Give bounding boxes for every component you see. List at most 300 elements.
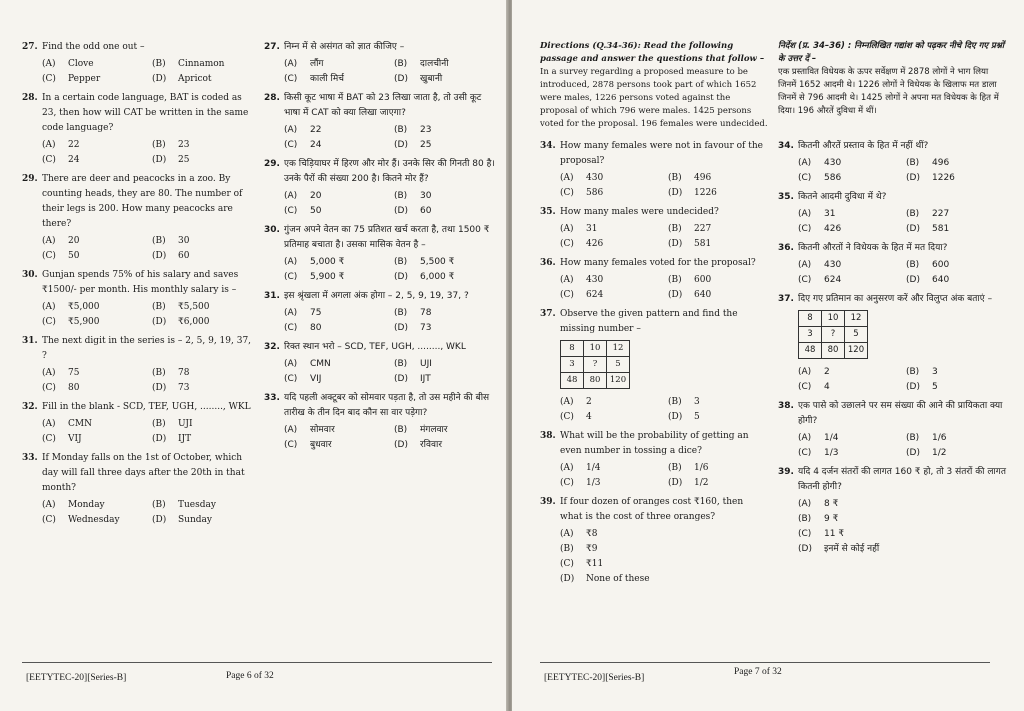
- answer-option: [42, 417, 144, 432]
- answer-option: [906, 207, 1006, 222]
- option-letter: (D): [152, 515, 167, 525]
- grid-cell: 120: [845, 343, 868, 359]
- option-letter: (A): [284, 191, 298, 201]
- question-36: [778, 241, 1006, 288]
- question-body: [42, 268, 254, 330]
- question-31: [22, 334, 254, 396]
- answer-option: [560, 410, 660, 425]
- answer-option: [42, 234, 144, 249]
- option-letter: (A): [42, 500, 56, 510]
- answer-options: [42, 57, 254, 87]
- option-text: 2: [586, 397, 592, 407]
- question-number: 28.: [22, 93, 38, 103]
- question-body: [798, 139, 1006, 186]
- option-text: 80: [310, 323, 322, 333]
- answer-options: [284, 255, 496, 285]
- option-text: 20: [68, 236, 80, 246]
- question-34: [778, 139, 1006, 186]
- option-text: 4: [586, 412, 592, 422]
- option-text: 1/4: [824, 433, 839, 443]
- option-text: 1/2: [932, 448, 947, 458]
- option-text: 5,900 ₹: [310, 272, 345, 282]
- question-37: [540, 307, 768, 425]
- question-number: 35.: [540, 207, 556, 217]
- option-letter: (C): [560, 412, 574, 422]
- option-letter: (B): [394, 257, 408, 267]
- grid-row: [561, 373, 630, 389]
- answer-option: [906, 171, 1006, 186]
- question-number: 27.: [22, 42, 38, 52]
- grid-cell: 80: [822, 343, 845, 359]
- page-6-columns: [22, 40, 496, 532]
- question-32: [264, 340, 496, 387]
- option-letter: (C): [798, 382, 812, 392]
- question-number: 27.: [264, 42, 280, 52]
- answer-options: [284, 123, 496, 153]
- question-number: 28.: [264, 93, 280, 103]
- question-text: Gunjan spends 75% of his salary and saves ₹1500/- per month. His monthly salary is –: [42, 270, 239, 295]
- option-text: 75: [310, 308, 322, 318]
- option-letter: (B): [668, 397, 682, 407]
- answer-options: [284, 423, 496, 453]
- option-text: दालचीनी: [420, 59, 449, 69]
- option-letter: (D): [798, 544, 812, 554]
- question-body: [560, 307, 768, 425]
- answer-options: [560, 461, 768, 491]
- option-letter: (C): [560, 188, 574, 198]
- option-text: ₹5,500: [178, 302, 210, 312]
- option-text: 5,500 ₹: [420, 257, 455, 267]
- answer-option: [668, 237, 768, 252]
- question-number: 35.: [778, 192, 794, 202]
- option-letter: (C): [284, 74, 298, 84]
- option-letter: (D): [152, 251, 167, 261]
- answer-option: [42, 513, 144, 528]
- option-text: 60: [420, 206, 432, 216]
- grid-cell: 48: [561, 373, 584, 389]
- answer-option: [668, 461, 768, 476]
- question-35: [778, 190, 1006, 237]
- grid-cell: ?: [584, 357, 607, 373]
- option-text: 78: [178, 368, 190, 378]
- grid-cell: 80: [584, 373, 607, 389]
- answer-option: [668, 476, 768, 491]
- option-letter: (B): [906, 158, 920, 168]
- option-letter: (D): [152, 155, 167, 165]
- option-text: 430: [586, 275, 604, 285]
- option-letter: (D): [394, 440, 408, 450]
- option-letter: (D): [906, 173, 920, 183]
- question-text: If four dozen of oranges cost ₹160, then what is the cost of three oranges?: [560, 497, 744, 522]
- grid-cell: 10: [584, 341, 607, 357]
- option-letter: (C): [284, 374, 298, 384]
- question-text: रिक्त स्थान भरो – SCD, TEF, UGH, ........, WKL: [284, 342, 466, 352]
- answer-option: [42, 366, 144, 381]
- option-text: 20: [310, 191, 322, 201]
- question-30: [22, 268, 254, 330]
- page-6: [0, 0, 508, 711]
- option-text: इनमें से कोई नहीं: [824, 544, 880, 554]
- option-text: IJT: [178, 434, 192, 444]
- question-body: [42, 91, 254, 168]
- option-text: 78: [420, 308, 432, 318]
- option-text: 496: [932, 158, 950, 168]
- option-letter: (A): [42, 419, 56, 429]
- page-7-columns: [540, 139, 1006, 591]
- question-number: 33.: [22, 453, 38, 463]
- question-39: [778, 465, 1006, 557]
- question-29: [264, 157, 496, 219]
- answer-option: [42, 381, 144, 396]
- answer-options: [560, 273, 768, 303]
- option-text: Cinnamon: [178, 59, 225, 69]
- option-letter: (A): [798, 260, 812, 270]
- option-text: 60: [178, 251, 190, 261]
- directions-heading: Directions (Q.34-36): Read the following passage and answer the questions that follow –: [540, 41, 765, 64]
- answer-option: [152, 381, 254, 396]
- option-letter: (C): [284, 440, 298, 450]
- option-letter: (C): [560, 478, 574, 488]
- question-text: निम्न में से असंगत को ज्ञात कीजिए –: [284, 42, 405, 52]
- option-letter: (A): [42, 302, 56, 312]
- option-letter: (C): [284, 323, 298, 333]
- option-letter: (A): [284, 125, 298, 135]
- answer-option: [152, 249, 254, 264]
- answer-option: [394, 372, 496, 387]
- question-body: [284, 289, 496, 336]
- answer-option: [394, 321, 496, 336]
- answer-options: [798, 365, 1006, 395]
- answer-option: [560, 171, 660, 186]
- option-text: 426: [586, 239, 604, 249]
- option-text: ₹8: [586, 529, 598, 539]
- answer-option: [152, 513, 254, 528]
- question-text: In a certain code language, BAT is coded as 23, then how will CAT be written in the same code language?: [42, 93, 249, 133]
- answer-option: [560, 186, 660, 201]
- option-text: 581: [932, 224, 950, 234]
- question-number: 39.: [778, 467, 794, 477]
- answer-option: [798, 542, 1006, 557]
- option-text: Apricot: [178, 74, 212, 84]
- answer-option: [394, 57, 496, 72]
- question-number: 38.: [778, 401, 794, 411]
- option-letter: (C): [560, 290, 574, 300]
- option-text: सोमवार: [310, 425, 335, 435]
- question-36: [540, 256, 768, 303]
- option-letter: (D): [394, 374, 408, 384]
- answer-option: [798, 156, 898, 171]
- option-text: 581: [694, 239, 712, 249]
- option-letter: (B): [152, 236, 166, 246]
- option-text: Clove: [68, 59, 94, 69]
- answer-option: [394, 438, 496, 453]
- answer-option: [906, 222, 1006, 237]
- grid-cell: 120: [607, 373, 630, 389]
- option-letter: (D): [668, 290, 683, 300]
- answer-option: [42, 72, 144, 87]
- option-letter: (D): [394, 272, 408, 282]
- question-30: [264, 223, 496, 285]
- option-letter: (A): [284, 257, 298, 267]
- option-text: 430: [586, 173, 604, 183]
- option-letter: (D): [668, 188, 683, 198]
- option-letter: (B): [152, 302, 166, 312]
- answer-option: [798, 273, 898, 288]
- answer-option: [152, 300, 254, 315]
- question-text: यदि 4 दर्जन संतरों की लागत 160 ₹ हो, तो 3 संतरों की लागत कितनी होगी?: [798, 467, 1006, 492]
- question-number: 31.: [264, 291, 280, 301]
- answer-option: [798, 365, 898, 380]
- answer-option: [798, 446, 898, 461]
- answer-options: [798, 431, 1006, 461]
- option-letter: (C): [42, 155, 56, 165]
- question-body: [284, 91, 496, 153]
- option-letter: (D): [668, 478, 683, 488]
- option-text: 600: [932, 260, 950, 270]
- question-32: [22, 400, 254, 447]
- option-letter: (B): [394, 359, 408, 369]
- option-letter: (B): [798, 514, 812, 524]
- option-text: 624: [824, 275, 842, 285]
- question-text: What will be the probability of getting an even number in tossing a dice?: [560, 431, 749, 456]
- page-number: Page 6 of 32: [226, 671, 274, 681]
- option-text: 30: [178, 236, 190, 246]
- option-letter: (B): [668, 463, 682, 473]
- question-31: [264, 289, 496, 336]
- answer-option: [42, 153, 144, 168]
- answer-option: [798, 497, 1006, 512]
- option-text: काली मिर्च: [310, 74, 344, 84]
- answer-option: [284, 438, 386, 453]
- answer-option: [42, 300, 144, 315]
- option-text: ₹6,000: [178, 317, 210, 327]
- option-text: 1/2: [694, 478, 709, 488]
- question-text: कितनी औरतें प्रस्ताव के हित में नहीं थीं?: [798, 141, 929, 151]
- option-letter: (A): [798, 367, 812, 377]
- question-number: 30.: [22, 270, 38, 280]
- option-text: CMN: [310, 359, 331, 369]
- question-number: 34.: [778, 141, 794, 151]
- option-letter: (B): [906, 260, 920, 270]
- question-body: [42, 40, 254, 87]
- option-text: 2: [824, 367, 830, 377]
- grid-cell: 3: [561, 357, 584, 373]
- answer-option: [906, 258, 1006, 273]
- option-letter: (B): [152, 59, 166, 69]
- question-body: [284, 40, 496, 87]
- directions-columns: [540, 40, 1006, 139]
- option-text: 586: [824, 173, 842, 183]
- directions-passage-hindi: एक प्रस्तावित विधेयक के ऊपर सर्वेक्षण में 2878 लोगों ने भाग लिया जिनमें 1652 आदमी थे। 1226 लोगों ने विधेयक के खिलाफ मत डाला जिनमें से 796 आदमी थे। 1425 लोगों ने अपना मत विधेयक के हित में दिया। 196 औरतें दुविधा में थीं।: [778, 67, 999, 116]
- answer-option: [394, 189, 496, 204]
- option-text: VIJ: [68, 434, 82, 444]
- option-letter: (D): [152, 317, 167, 327]
- grid-cell: 8: [561, 341, 584, 357]
- option-letter: (C): [42, 251, 56, 261]
- option-letter: (C): [284, 272, 298, 282]
- option-letter: (D): [152, 434, 167, 444]
- question-number: 31.: [22, 336, 38, 346]
- option-text: Pepper: [68, 74, 101, 84]
- answer-option: [42, 315, 144, 330]
- option-letter: (B): [152, 500, 166, 510]
- option-letter: (B): [152, 419, 166, 429]
- option-text: 1226: [694, 188, 717, 198]
- option-letter: (B): [906, 367, 920, 377]
- answer-option: [798, 207, 898, 222]
- answer-options: [798, 497, 1006, 557]
- grid-row: [561, 341, 630, 357]
- option-letter: (B): [394, 308, 408, 318]
- answer-option: [284, 255, 386, 270]
- option-text: 430: [824, 260, 842, 270]
- answer-option: [668, 186, 768, 201]
- option-text: UJI: [420, 359, 432, 369]
- answer-option: [798, 431, 898, 446]
- answer-option: [42, 498, 144, 513]
- option-text: 24: [68, 155, 80, 165]
- answer-option: [42, 57, 144, 72]
- question-text: एक पासे को उछालने पर सम संख्या की आने की प्रायिकता क्या होगी?: [798, 401, 1003, 426]
- answer-options: [42, 234, 254, 264]
- option-letter: (D): [668, 239, 683, 249]
- answer-option: [284, 321, 386, 336]
- footer-rule: [540, 662, 990, 663]
- option-text: 5,000 ₹: [310, 257, 345, 267]
- answer-option: [668, 410, 768, 425]
- option-text: 30: [420, 191, 432, 201]
- option-text: ₹5,000: [68, 302, 100, 312]
- option-text: 31: [824, 209, 836, 219]
- question-number: 29.: [264, 159, 280, 169]
- option-text: 640: [932, 275, 950, 285]
- answer-option: [284, 123, 386, 138]
- grid-cell: 10: [822, 311, 845, 327]
- question-body: [798, 241, 1006, 288]
- question-body: [798, 292, 1006, 395]
- option-text: रविवार: [420, 440, 443, 450]
- answer-option: [42, 138, 144, 153]
- question-body: [284, 340, 496, 387]
- question-text: If Monday falls on the 1st of October, which day will fall three days after the 20th in that month?: [42, 453, 245, 493]
- question-text: Fill in the blank - SCD, TEF, UGH, ........, WKL: [42, 402, 251, 412]
- grid-cell: 48: [799, 343, 822, 359]
- question-number: 32.: [264, 342, 280, 352]
- grid-cell: 3: [799, 327, 822, 343]
- answer-option: [284, 270, 386, 285]
- answer-option: [394, 138, 496, 153]
- answer-option: [394, 270, 496, 285]
- option-letter: (A): [560, 463, 574, 473]
- option-letter: (A): [560, 173, 574, 183]
- pattern-grid: [798, 310, 868, 359]
- option-letter: (D): [668, 412, 683, 422]
- option-text: 600: [694, 275, 712, 285]
- answer-option: [798, 380, 898, 395]
- option-text: 9 ₹: [824, 514, 839, 524]
- option-text: Sunday: [178, 515, 212, 525]
- option-letter: (C): [42, 434, 56, 444]
- question-body: [284, 223, 496, 285]
- answer-options: [42, 498, 254, 528]
- option-letter: (C): [284, 206, 298, 216]
- answer-options: [560, 395, 768, 425]
- answer-options: [284, 189, 496, 219]
- directions-passage: In a survey regarding a proposed measure to be introduced, 2878 persons took part of which 1652 were males, 1226 persons voted against the proposal of which 796 were males. 1425 persons voted for the proposal. 196 females were undecided.: [540, 67, 768, 129]
- answer-option: [394, 423, 496, 438]
- question-text: कितने आदमी दुविधा में थे?: [798, 192, 887, 202]
- answer-options: [798, 156, 1006, 186]
- option-text: 3: [694, 397, 700, 407]
- option-letter: (C): [560, 559, 574, 569]
- answer-options: [42, 417, 254, 447]
- option-text: 227: [932, 209, 950, 219]
- option-letter: (C): [560, 239, 574, 249]
- option-text: 1/6: [932, 433, 947, 443]
- question-text: किसी कूट भाषा में BAT को 23 लिखा जाता है, तो उसी कूट भाषा में CAT को क्या लिखा जाएगा?: [284, 93, 482, 118]
- answer-option: [394, 306, 496, 321]
- option-letter: (A): [284, 359, 298, 369]
- question-body: [42, 451, 254, 528]
- option-text: 25: [178, 155, 190, 165]
- question-text: यदि पहली अक्टूबर को सोमवार पड़ता है, तो उस महीने की बीस तारीख के तीन दिन बाद कौन सा वार पड़ेगा?: [284, 393, 490, 418]
- option-text: 5: [694, 412, 700, 422]
- option-letter: (B): [668, 224, 682, 234]
- answer-option: [284, 372, 386, 387]
- question-body: [560, 256, 768, 303]
- answer-option: [284, 306, 386, 321]
- option-letter: (B): [394, 59, 408, 69]
- question-38: [778, 399, 1006, 461]
- option-text: 73: [178, 383, 190, 393]
- option-letter: (B): [394, 425, 408, 435]
- answer-option: [152, 57, 254, 72]
- answer-option: [798, 527, 1006, 542]
- question-number: 37.: [778, 294, 794, 304]
- question-text: कितनी औरतों ने विधेयक के हित में मत दिया?: [798, 243, 948, 253]
- option-letter: (A): [284, 425, 298, 435]
- grid-cell: ?: [822, 327, 845, 343]
- question-number: 33.: [264, 393, 280, 403]
- answer-option: [42, 249, 144, 264]
- grid-cell: 5: [607, 357, 630, 373]
- question-body: [42, 172, 254, 264]
- directions-hindi: [778, 40, 1006, 131]
- answer-option: [906, 365, 1006, 380]
- question-number: 29.: [22, 174, 38, 184]
- answer-options: [42, 366, 254, 396]
- option-letter: (D): [906, 382, 920, 392]
- option-letter: (C): [42, 383, 56, 393]
- option-text: 227: [694, 224, 712, 234]
- question-33: [22, 451, 254, 528]
- answer-option: [798, 512, 1006, 527]
- answer-option: [906, 380, 1006, 395]
- option-letter: (B): [152, 140, 166, 150]
- question-number: 32.: [22, 402, 38, 412]
- answer-option: [560, 222, 660, 237]
- option-letter: (D): [152, 74, 167, 84]
- option-letter: (B): [394, 125, 408, 135]
- option-text: 73: [420, 323, 432, 333]
- option-letter: (C): [284, 140, 298, 150]
- option-text: 22: [68, 140, 80, 150]
- option-text: Tuesday: [178, 500, 216, 510]
- hindi-column: [264, 40, 496, 532]
- option-letter: (D): [394, 323, 408, 333]
- option-text: VIJ: [310, 374, 322, 384]
- footer-rule: [22, 662, 492, 663]
